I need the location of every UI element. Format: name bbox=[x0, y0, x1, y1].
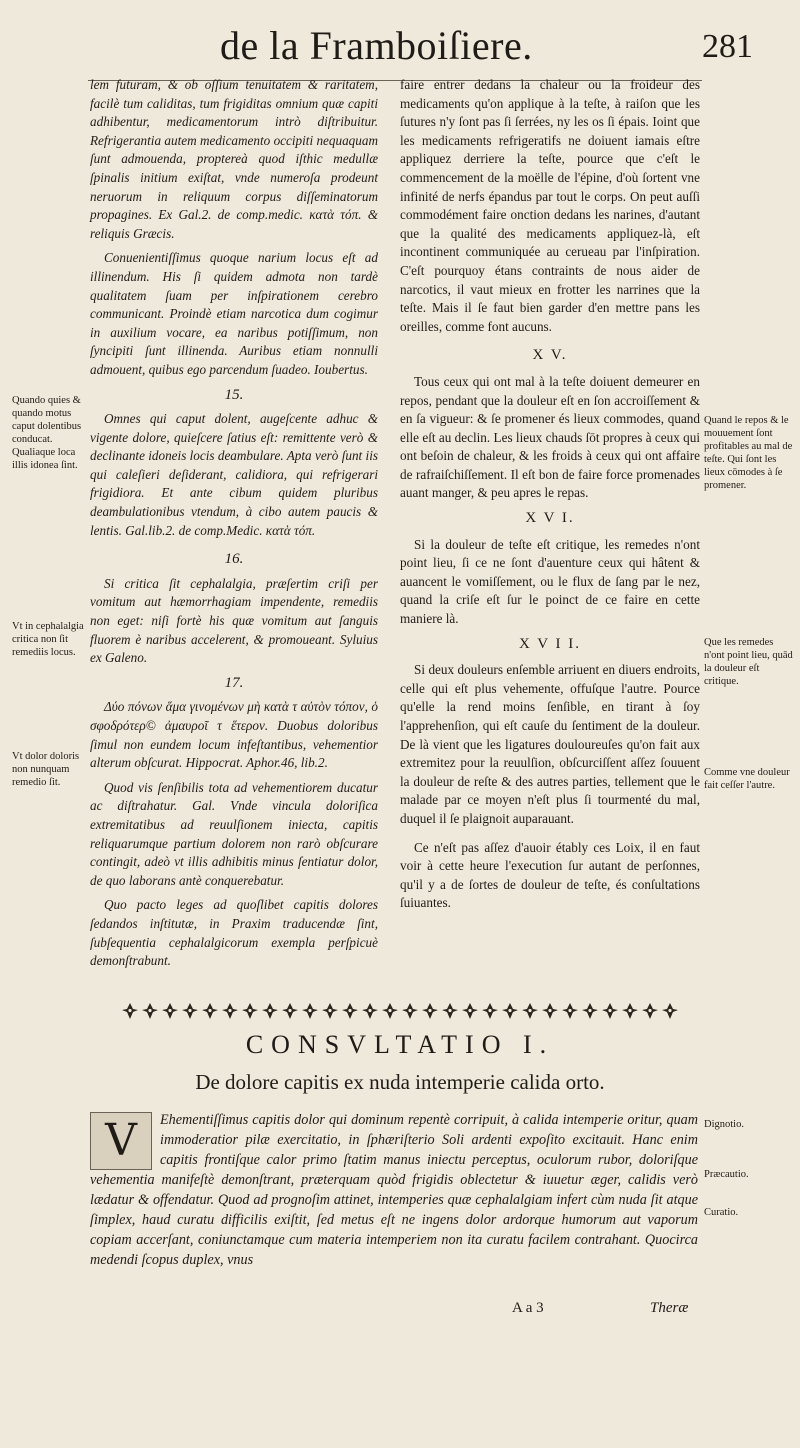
margin-note-dignotio: Dignotio. bbox=[704, 1119, 744, 1130]
latin-paragraph: lem futuram, & ob oſſium tenuitatem & raritatem, facilè tum caliditas, tum frigiditas omnium quæ capiti adhibentur, medicamentorum intrò diſtribuitur. Refrigerantia autem medicamento occipiti nequaquam ſunt admouenda, proptereà quod iſthic medullæ ſpinalis initium exiſtat, vnde numeroſa prodeunt neruorum in reliquum corpus diſſeminatorum propagines. Ex Gal.2. de comp.medic. κατὰ τόπ. & reliquis Græcis. bbox=[90, 77, 378, 241]
page-number: 281 bbox=[702, 28, 753, 65]
rule-number-16: 16. bbox=[224, 551, 244, 568]
margin-note-left-17: Vt dolor doloris non nunquam remedio ſit. bbox=[12, 751, 80, 788]
margin-note-right-16: Que les remedes n'ont point lieu, quād la douleur eſt critique. bbox=[704, 637, 793, 687]
rule-number-15: 15. bbox=[224, 386, 244, 403]
ornamental-initial-icon: V bbox=[90, 1112, 152, 1170]
consultation-title: CONSVLTATIO I. bbox=[245, 1030, 555, 1059]
signature-mark: A a 3 bbox=[512, 1300, 544, 1316]
section-xvii: X V I I. bbox=[518, 635, 582, 652]
margin-note-left-16: Vt in cephalalgia critica non ſit remediis locus. bbox=[12, 621, 84, 658]
consultation-body bbox=[90, 1110, 698, 1270]
fleuron-icon bbox=[120, 1000, 680, 1022]
latin-column bbox=[90, 76, 378, 977]
running-title: de la Framboiſiere. bbox=[220, 23, 533, 68]
consultation-subtitle: De dolore capitis ex nuda intemperie calida orto. bbox=[195, 1070, 605, 1094]
catchword: Theræ bbox=[650, 1300, 689, 1316]
page-footer bbox=[0, 1300, 800, 1326]
french-paragraph: Si la douleur de teſte eſt critique, les remedes n'ont point lieu, ſi ce ne ſont d'auenture ceux qui hâtent & auancent le vomiſſement, ou le flux de ſang par le nez, quand la criſe eſt ſur le poinct de ce faire en cette maniere là. bbox=[400, 536, 700, 627]
greek-aphorism: Δύο πόνων ἅμα γινομένων μὴ κατὰ τ αὐτὸν τόπον, ὁ σφοδρότερ© ἀμαυροῖ τ ἕτερον. Duobus doloribus ſimul non eundem locum infeſtantibus, vehementior alterum obſcurat. Hippocrat. Aphor.46, lib.2. bbox=[90, 699, 378, 771]
french-paragraph: Ce n'eſt pas aſſez d'auoir étably ces Loix, il en faut voir à cette heure l'execution ſur autant de perſonnes, qu'il y a de ſortes de douleur de teſte, és conſultations ſuiuantes. bbox=[400, 839, 700, 911]
french-paragraph: faire entrer dedans la chaleur ou la froideur des medicaments qu'on applique à la teſte, à raiſon que les ſutures n'y ſont pas ſi ſerrées, ny les os ſi épais. Ioint que les medicaments refrigeratifs ne doiuent iamais eſtre appliquez derriere la teſte, pource que c'eſt le commencement de la moëlle de l'épine, d'où ſortent vne infinité de nerfs épandus par tout le corps. On peut auſſi commodément faire onction dedans les narines, d'autant que la qualité des medicaments appliquez-là, eſt incontinent communiquée au cerueau par l'inſpiration. C'eſt pourquoy étans contraints de nous aider de narcotics, il vaut mieux en frotter les narrines que la teſte. Mais il ſe faut bien garder d'en mettre pans les oreilles, comme font aucuns. bbox=[400, 77, 700, 334]
margin-note-right-15: Quand le repos & le mouuement ſont profitables au mal de teſte. Qui ſont les lieux cōmodes à ſe promener. bbox=[704, 415, 793, 491]
latin-paragraph: Conuenientiſſimus quoque narium locus eſt ad illinendum. His ſi quidem admota non tardè qualitatem ſuam per inſpirationem cerebro communicant. Proindè etiam narcotica dum cogimur in auxilium vocare, ea naribus potiſſimum, non ſyncipiti ſunt illinenda. Auribus etiam nonnulli admouent, quibus ego parcendum ſuadeo. Ioubertus. bbox=[90, 250, 378, 377]
section-xvi: X V I. bbox=[525, 510, 575, 527]
page-header bbox=[0, 14, 800, 74]
french-paragraph: Si deux douleurs enſemble arriuent en diuers endroits, celle qui eſt plus vehemente, offuſque l'autre. Pource qu'elle la rend moins ſenſible, en tirant à ſoy l'apprehenſion, qui eſt cauſe du ſentiment de la douleur. De là vient que les ligatures douloureuſes qu'on fait aux extremitez pour la reuulſion, obſcurciſſent aſſez ſouuent la douleur de reſte & des autres parties, tellement que le malade par ce moyen n'eſt plus ſi tourmenté du mal, duquel il ſe plaignoit auparauant. bbox=[400, 662, 700, 826]
margin-note-curatio: Curatio. bbox=[704, 1207, 739, 1218]
consultation-text: Ehementiſſimus capitis dolor qui dominum repentè corripuit, à calida intemperie oritur, quam immoderatior pilæ exercitatio, in ſphæriſterio Soli ardenti expoſito excitauit. Hanc enim capitis frontiſque calor primo ſtatim manus iniectu perceptus, oculorum rubor, doloriſque vehementia manifeſtè demonſtrant, præterquam quòd frigidis oblectetur & iuuetur æger, calidis verò lædatur & offendatur. Quod ad prognoſim attinet, intemperies quæ cephalalgiam infert cùm nuda ſit atque ſimplex, haud curatu difficilis exiſtit, ſed metus eſt ne ingens dolor ardorque humorum aut vaporum copiam accerſant, coniunctamque cum materia intemperiem non ita curatu facilem contrahant. Quocirca medendi ſcopus duplex, vnus bbox=[90, 1112, 698, 1268]
latin-paragraph: Quo pacto leges ad quoſlibet capitis dolores ſedandos inſtitutæ, in Praxim traducendæ ſint, ſubſequentia cephalalgicorum exempla perſpicuè demonſtrabunt. bbox=[90, 897, 378, 969]
margin-note-right-17: Comme vne douleur fait ceſſer l'autre. bbox=[704, 767, 790, 791]
fleuron-ornament-band bbox=[120, 1000, 680, 1022]
french-column bbox=[400, 76, 700, 919]
latin-paragraph: Si critica ſit cephalalgia, præſertim criſi per vomitum aut hæmorrhagiam impendente, remediis non eget: niſi fortè his quæ vomitum aut ſanguis fluorem è naribus accelerent, & promoueant. Syluius ex Galeno. bbox=[90, 575, 378, 666]
section-xv: X V. bbox=[532, 347, 568, 364]
margin-note-praecautio: Præcautio. bbox=[704, 1169, 749, 1180]
french-paragraph: Tous ceux qui ont mal à la teſte doiuent demeurer en repos, pendant que la douleur eſt en ſon accroiſſement & en ſa vigueur: & ſe promener és lieux commodes, quand elle eſt au declin. Les lieux chauds ſōt propres à ceux qui ont beſoin de chaleur, & les froids à ceux qui ont affaire de rafraiſchiſſement. Il eſt bon de faire force promenades auant manger, & peu apres le repas. bbox=[400, 373, 700, 501]
latin-paragraph: Quod vis ſenſibilis tota ad vehementiorem ducatur ac diſtrahatur. Gal. Vnde vincula doloriſica extremitatibus ad reuulſionem iniecta, capitis reliquarumque partium dolorem non rarò obſcurare contingit, adeò vt illis adhibitis minus ſentiatur dolor, de quo laborans antè conquerebatur. bbox=[90, 779, 378, 888]
rule-number-17: 17. bbox=[224, 674, 244, 691]
latin-paragraph: Omnes qui caput dolent, augeſcente adhuc & vigente dolore, quieſcere ſatius eſt: remittente verò & declinante idoneis locis deambulare. Apta verò ſunt iis qui caleſieri deſiderant, calidiora, qui refrigerari frigidiora. Et ante cibum quidem pluribus deambulationibus vtendum, à cibo autem paucis & lentis. Gal.lib.2. de comp.Medic. κατὰ τόπ. bbox=[90, 411, 378, 538]
margin-note-left-15: Quando quies & quando motus caput dolentibus conducat. Qualiaque loca illis idonea ſint. bbox=[12, 395, 82, 471]
